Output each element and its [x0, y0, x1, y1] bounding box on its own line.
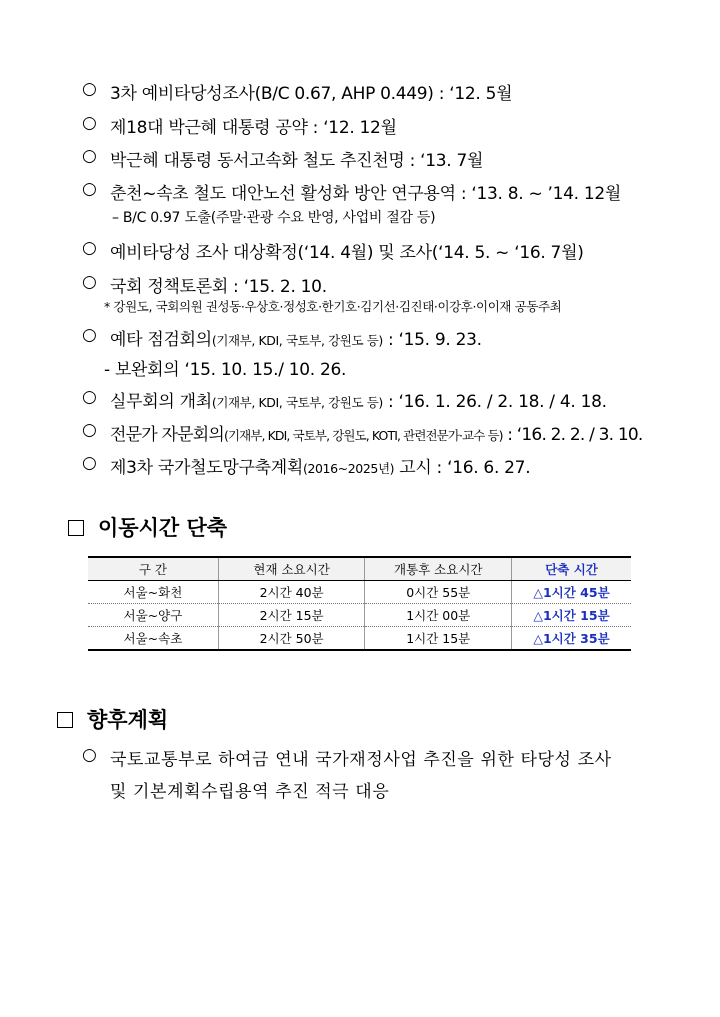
table-cell: △1시간 35분 [512, 627, 631, 651]
column-header: 단축 시간 [512, 557, 631, 581]
bullet-icon: ○ [82, 420, 97, 440]
plan-text-line-2: 및 기본계획수립용역 추진 적극 대응 [110, 782, 390, 802]
table-cell: 2시간 15분 [218, 604, 365, 627]
bullet-icon: ○ [82, 453, 97, 473]
table-row [88, 604, 631, 627]
bullet-icon: ○ [82, 387, 97, 407]
section-heading-future-plan [57, 704, 168, 734]
checkbox-square-icon [57, 712, 73, 728]
section-title: 향후계획 [87, 708, 169, 732]
table-row [88, 627, 631, 651]
bullet-icon: ○ [82, 146, 97, 166]
table-cell: △1시간 15분 [512, 604, 631, 627]
sub-item-bc: – B/C 0.97 도출(주말·관광 수요 반영, 사업비 절감 등) [112, 210, 436, 226]
item-date: 고시 : ‘16. 6. 27. [394, 458, 531, 478]
table-cell: 서울~속초 [88, 627, 218, 651]
bullet-icon: ○ [82, 79, 97, 99]
sub-item-hosts: * 강원도, 국회의원 권성동·우상호·정성호·한기호·김기선·김진태·이강후·이이재 공동주최 [104, 299, 562, 314]
list-item: 3차 예비타당성조사(B/C 0.67, AHP 0.449) : ‘12. 5월 [110, 84, 513, 104]
column-header: 현재 소요시간 [218, 557, 365, 581]
item-date: : ‘15. 9. 23. [382, 330, 482, 350]
item-main: 예타 점검회의 [110, 330, 212, 350]
list-item [110, 387, 607, 412]
table-header-row [88, 557, 631, 581]
section-title: 이동시간 단축 [98, 516, 228, 540]
column-header: 구 간 [88, 557, 218, 581]
item-date: : ‘16. 1. 26. / 2. 18. / 4. 18. [382, 392, 607, 412]
table-cell: 0시간 55분 [365, 581, 512, 604]
bullet-icon: ○ [82, 179, 97, 199]
list-item: 국회 정책토론회 : ‘15. 2. 10. [110, 277, 327, 297]
list-item: 박근혜 대통령 동서고속화 철도 추진천명 : ‘13. 7월 [110, 151, 484, 171]
sub-item-supplement: - 보완회의 ‘15. 10. 15./ 10. 26. [104, 360, 347, 380]
table-cell: 1시간 15분 [365, 627, 512, 651]
table-cell: 서울~양구 [88, 604, 218, 627]
item-main: 전문가 자문회의 [110, 425, 224, 445]
plan-text-line-1: 국토교통부로 하여금 연내 국가재정사업 추진을 위한 타당성 조사 [110, 750, 612, 770]
item-detail: (기재부, KDI, 국토부, 강원도 등) [211, 333, 383, 348]
item-main: 실무회의 개최 [110, 392, 212, 412]
bullet-icon: ○ [82, 325, 97, 345]
item-detail: (2016~2025년) [302, 461, 395, 476]
table-cell: 2시간 40분 [218, 581, 365, 604]
section-heading-travel-time [68, 512, 227, 542]
list-item [110, 453, 530, 478]
item-date: : ‘16. 2. 2. / 3. 10. [502, 425, 643, 445]
checkbox-square-icon [68, 520, 84, 536]
travel-time-table [88, 556, 631, 651]
bullet-icon: ○ [82, 745, 97, 765]
table-row [88, 581, 631, 604]
item-detail: (기재부, KDI, 국토부, 강원도, KOTI, 관련전문가·교수 등) [223, 428, 503, 443]
bullet-icon: ○ [82, 238, 97, 258]
bullet-icon: ○ [82, 113, 97, 133]
table-cell: 서울~화천 [88, 581, 218, 604]
list-item [110, 325, 482, 350]
list-item: 예비타당성 조사 대상확정(‘14. 4월) 및 조사(‘14. 5. ~ ‘16. 7월) [110, 243, 584, 263]
list-item: 제18대 박근혜 대통령 공약 : ‘12. 12월 [110, 118, 397, 138]
list-item: 춘천~속초 철도 대안노선 활성화 방안 연구용역 : ‘13. 8. ~ ’14. 12월 [110, 184, 622, 204]
table-cell: △1시간 45분 [512, 581, 631, 604]
bullet-icon: ○ [82, 272, 97, 292]
item-main: 제3차 국가철도망구축계획 [110, 458, 303, 478]
item-detail: (기재부, KDI, 국토부, 강원도 등) [211, 395, 383, 410]
table-cell: 1시간 00분 [365, 604, 512, 627]
table-cell: 2시간 50분 [218, 627, 365, 651]
list-item [110, 420, 643, 445]
column-header: 개통후 소요시간 [365, 557, 512, 581]
